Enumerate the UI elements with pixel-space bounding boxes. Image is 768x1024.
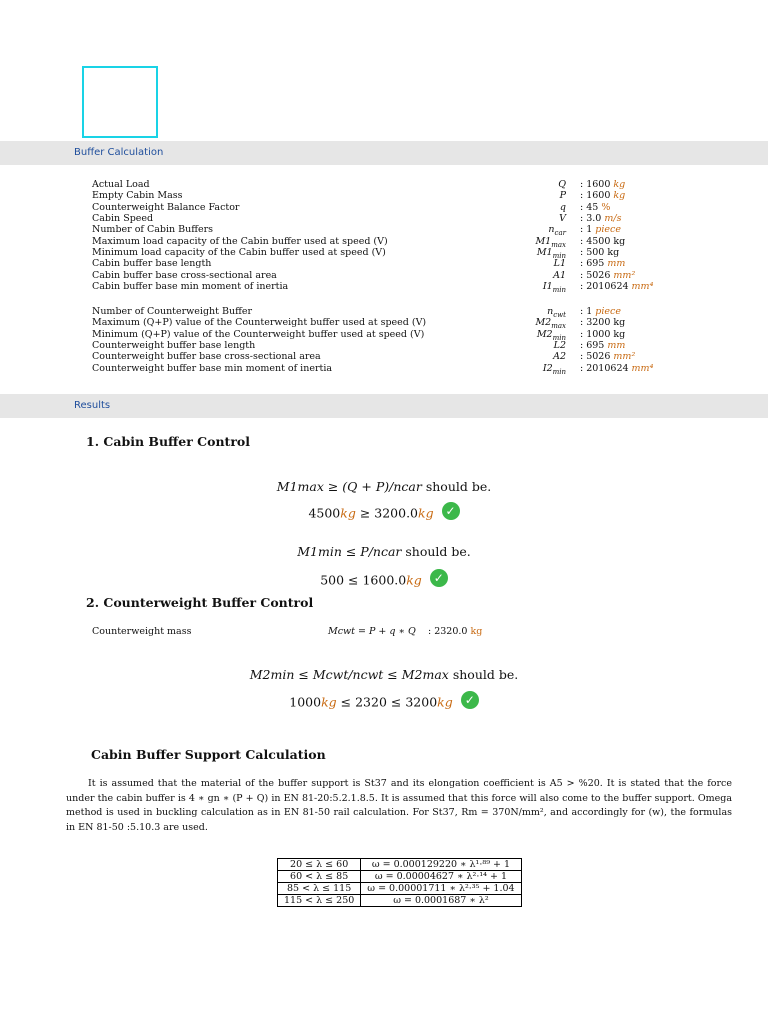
unit-label: mm⁴ xyxy=(628,281,654,293)
cabin-input-row xyxy=(0,236,768,247)
counterweight-input-label: Number of Counterweight Buffer xyxy=(92,306,253,317)
cabin-input-symbol: L1 xyxy=(553,258,566,270)
cabin-input-value: : 1600 kg xyxy=(580,179,626,190)
counterweight-mass-formula: Mcwt = P + q ∗ Q xyxy=(328,626,416,637)
table-row xyxy=(278,859,522,871)
table-row xyxy=(278,871,522,883)
lambda-range-cell: 115 < λ ≤ 250 xyxy=(278,895,361,907)
cabin-input-label: Cabin buffer base length xyxy=(92,258,212,270)
cabin-input-value: : 1600 kg xyxy=(580,190,626,202)
counterweight-input-symbol: A2 xyxy=(553,351,566,363)
cabin-input-symbol: $M1_{min}$ xyxy=(536,247,566,260)
counterweight-input-symbol: $M2_{max}$ xyxy=(535,317,566,331)
equation-counterweight-text: should be. xyxy=(452,667,519,682)
cabin-input-label: Actual Load xyxy=(92,179,150,190)
unit-label: % xyxy=(598,201,611,213)
cabin-input-row xyxy=(0,224,768,238)
table-row xyxy=(278,883,522,895)
cabin-input-symbol: P xyxy=(559,190,566,202)
cabin-buffer-control-heading: 1. Cabin Buffer Control xyxy=(86,434,251,449)
equation-cabin-max-result xyxy=(0,505,768,523)
cabin-input-row xyxy=(0,270,768,281)
section-title-buffer-calculation: Buffer Calculation xyxy=(74,147,164,158)
cabin-input-row xyxy=(0,213,768,224)
cabin-input-row xyxy=(0,179,768,190)
counterweight-mass-row xyxy=(0,626,768,637)
section-title-results: Results xyxy=(74,400,111,411)
counterweight-input-value: : 2010624 mm⁴ xyxy=(580,362,654,374)
counterweight-input-symbol: $I2_{min}$ xyxy=(542,362,566,376)
cabin-input-row xyxy=(0,202,768,213)
counterweight-input-value: : 3200 kg xyxy=(580,317,626,329)
unit-kg: kg xyxy=(437,694,453,710)
unit-label: mm⁴ xyxy=(628,362,654,374)
cabin-input-label: Cabin buffer base cross-sectional area xyxy=(92,269,277,281)
equation-cabin-min xyxy=(0,544,768,559)
counterweight-input-label: Counterweight buffer base length xyxy=(92,340,256,352)
cabin-input-value: : 695 mm xyxy=(580,258,626,270)
cabin-input-label: Minimum load capacity of the Cabin buffer used at speed (V) xyxy=(92,247,386,259)
counterweight-input-label: Maximum (Q+P) value of the Counterweight buffer used at speed (V) xyxy=(92,317,427,329)
check-circle-icon: ✓ xyxy=(430,569,448,587)
unit-label: mm xyxy=(604,340,626,352)
cabin-input-label: Counterweight Balance Factor xyxy=(92,201,240,213)
omega-formula-cell: ω = 0.000129220 ∗ λ¹·⁸⁹ + 1 xyxy=(361,859,521,871)
table-row xyxy=(278,895,522,907)
unit-kg: kg xyxy=(321,694,337,710)
cabin-input-value: : 1 piece xyxy=(580,224,621,236)
counterweight-input-label: Counterweight buffer base cross-sectional area xyxy=(92,351,321,363)
unit-label: piece xyxy=(592,224,621,236)
counterweight-input-label: Counterweight buffer base min moment of inertia xyxy=(92,362,333,374)
unit-label: mm² xyxy=(610,269,636,281)
cabin-input-row xyxy=(0,247,768,258)
lambda-range-cell: 85 < λ ≤ 115 xyxy=(278,883,361,895)
counterweight-input-row xyxy=(0,363,768,374)
cabin-input-value: : 4500 kg xyxy=(580,235,626,247)
counterweight-comparison: ≤ 2320 ≤ 3200 xyxy=(340,694,438,710)
counterweight-input-row xyxy=(0,340,768,351)
counterweight-buffer-control-heading: 2. Counterweight Buffer Control xyxy=(86,595,314,610)
unit-kg: kg xyxy=(418,505,434,521)
lambda-range-cell: 60 < λ ≤ 85 xyxy=(278,871,361,883)
unit-kg: kg xyxy=(406,572,422,588)
counterweight-input-value: : 1000 kg xyxy=(580,328,626,340)
cabin-input-value: : 5026 mm² xyxy=(580,269,636,281)
support-paragraph: It is assumed that the material of the buffer support is St37 and its elongation coefficient is A5 > %20. It is stated that the force under the cabin buffer is 4 ∗ gn ∗ (P + Q) in EN 81-20:5.2.1.8.5. It is assumed that this force will also come to the buffer support. Omega method is used in buckling calculation as in EN 81-50 rail calculation. For St37, Rm = 370N/mm², and accordingly for (w), the formulas in EN 81-50 :5.10.3 are used. xyxy=(66,778,732,833)
lambda-range-cell: 20 ≤ λ ≤ 60 xyxy=(278,859,361,871)
cabin-input-symbol: V xyxy=(559,213,566,225)
unit-label: mm xyxy=(604,258,626,270)
counterweight-input-row xyxy=(0,329,768,340)
cabin-max-comparison: ≥ 3200.0 xyxy=(359,505,418,521)
equation-counterweight xyxy=(0,667,768,682)
equation-cabin-max-formula: M1max ≥ (Q + P)/ncar xyxy=(276,479,422,494)
cabin-input-value: : 45 % xyxy=(580,201,611,213)
counterweight-input-value: : 1 piece xyxy=(580,306,621,317)
equation-counterweight-formula: M2min ≤ Mcwt/ncwt ≤ M2max xyxy=(249,667,449,682)
omega-formula-cell: ω = 0.0001687 ∗ λ² xyxy=(361,895,521,907)
omega-formula-table xyxy=(277,858,522,907)
unit-label: kg xyxy=(610,179,626,190)
buffer-calculation-band xyxy=(0,141,768,165)
cabin-input-value: : 500 kg xyxy=(580,247,620,259)
cabin-max-value: 4500 xyxy=(308,505,341,521)
omega-formula-cell: ω = 0.00001711 ∗ λ²·³⁵ + 1.04 xyxy=(361,883,521,895)
check-circle-icon: ✓ xyxy=(461,691,479,709)
cabin-input-label: Maximum load capacity of the Cabin buffer used at speed (V) xyxy=(92,235,388,247)
logo-placeholder xyxy=(82,66,158,138)
cabin-input-symbol: A1 xyxy=(553,269,566,281)
results-band xyxy=(0,394,768,418)
equation-cabin-min-text: should be. xyxy=(405,544,471,559)
counterweight-mass-value: : 2320.0 kg xyxy=(428,626,483,637)
cabin-input-symbol: $M1_{max}$ xyxy=(535,235,566,249)
cabin-input-symbol: q xyxy=(559,201,566,213)
cabin-min-comparison: 500 ≤ 1600.0 xyxy=(320,572,407,588)
counterweight-input-symbol: L2 xyxy=(553,340,566,352)
unit-kg: kg xyxy=(340,505,356,521)
cabin-input-value: : 2010624 mm⁴ xyxy=(580,281,654,293)
counterweight-input-row xyxy=(0,317,768,331)
equation-cabin-max-text: should be. xyxy=(425,479,492,494)
unit-label: piece xyxy=(592,306,621,317)
cabin-input-symbol: $n_{car}$ xyxy=(548,224,566,238)
counterweight-mass-label: Counterweight mass xyxy=(92,626,192,637)
equation-cabin-max xyxy=(0,479,768,494)
equation-cabin-min-result xyxy=(0,572,768,590)
counterweight-input-symbol: $M2_{min}$ xyxy=(536,328,566,342)
cabin-input-row xyxy=(0,281,768,295)
equation-cabin-min-formula: M1min ≤ P/ncar xyxy=(297,544,402,559)
counterweight-input-value: : 695 mm xyxy=(580,340,626,352)
counterweight-min-value: 1000 xyxy=(289,694,322,710)
cabin-input-label: Cabin Speed xyxy=(92,213,154,225)
cabin-input-label: Empty Cabin Mass xyxy=(92,190,183,202)
check-circle-icon: ✓ xyxy=(442,502,460,520)
counterweight-input-value: : 5026 mm² xyxy=(580,351,636,363)
support-calculation-heading: Cabin Buffer Support Calculation xyxy=(91,747,326,762)
counterweight-input-label: Minimum (Q+P) value of the Counterweight buffer used at speed (V) xyxy=(92,328,425,340)
cabin-input-value: : 3.0 m/s xyxy=(580,213,622,225)
unit-label: kg xyxy=(610,190,626,202)
cabin-input-row xyxy=(0,190,768,201)
cabin-input-row xyxy=(0,258,768,269)
counterweight-input-symbol: $n_{cwt}$ xyxy=(547,306,566,319)
cabin-input-label: Number of Cabin Buffers xyxy=(92,224,214,236)
cabin-input-label: Cabin buffer base min moment of inertia xyxy=(92,281,289,293)
equation-counterweight-result xyxy=(0,694,768,712)
unit-label: m/s xyxy=(601,213,622,225)
cabin-input-symbol: Q xyxy=(558,179,566,190)
counterweight-input-row xyxy=(0,351,768,362)
cabin-input-symbol: $I1_{min}$ xyxy=(542,281,566,295)
unit-label: mm² xyxy=(610,351,636,363)
omega-formula-cell: ω = 0.00004627 ∗ λ²·¹⁴ + 1 xyxy=(361,871,521,883)
counterweight-input-row xyxy=(0,306,768,317)
